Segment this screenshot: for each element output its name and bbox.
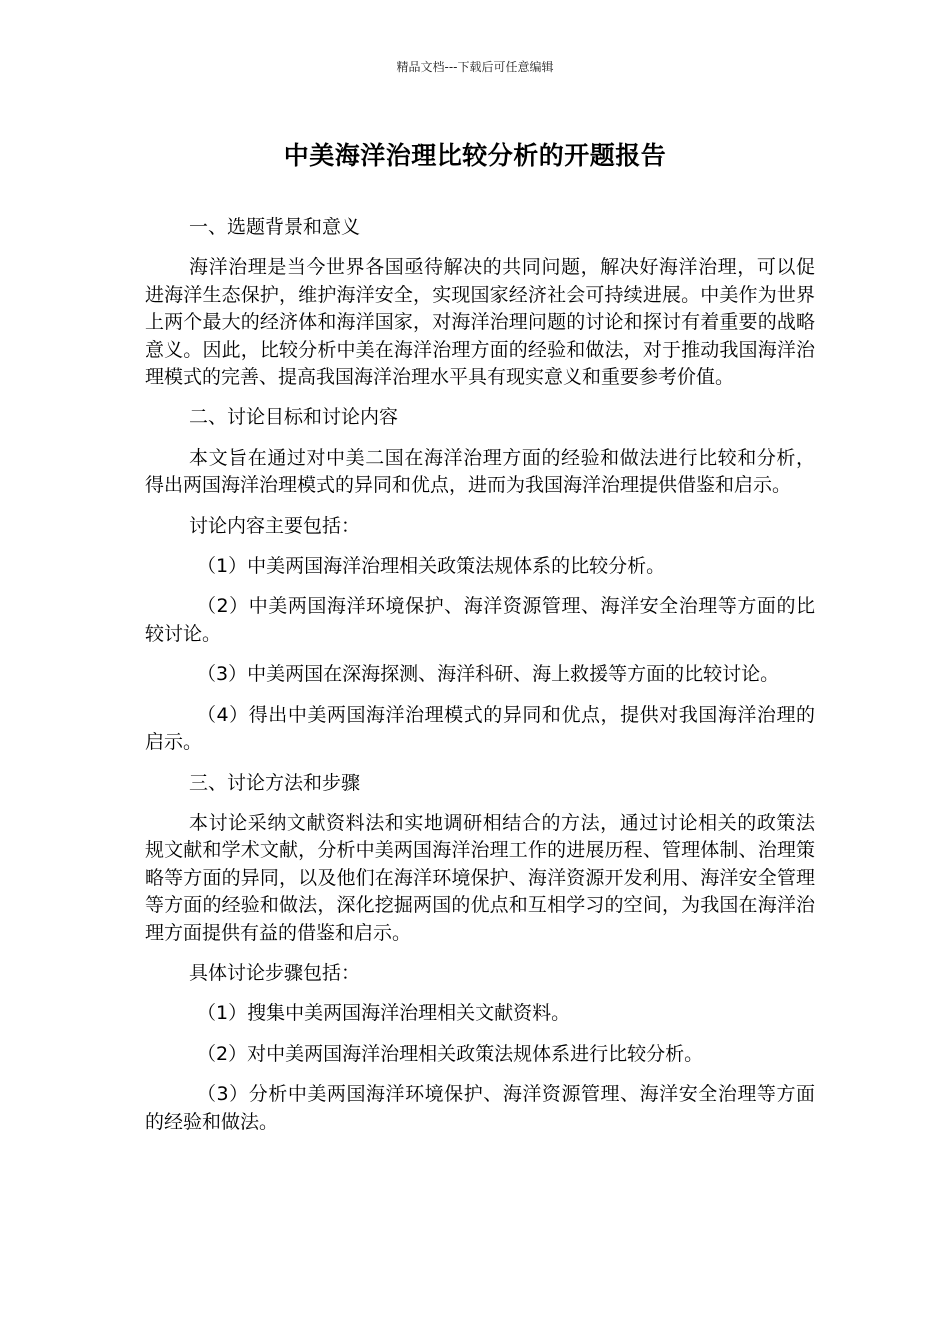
section-heading: 二、讨论目标和讨论内容 xyxy=(189,406,399,429)
list-item: （2）中美两国海洋环境保护、海洋资源管理、海洋安全治理等方面的比较讨论。 xyxy=(145,595,815,645)
document-body xyxy=(145,214,815,1149)
body-paragraph: 本文旨在通过对中美二国在海洋治理方面的经验和做法进行比较和分析，得出两国海洋治理模式的异同和优点，进而为我国海洋治理提供借鉴和启示。 xyxy=(145,446,815,497)
document-title: 中美海洋治理比较分析的开题报告 xyxy=(283,141,667,170)
list-item: （3）中美两国在深海探测、海洋科研、海上救援等方面的比较讨论。 xyxy=(197,663,780,686)
section-heading: 三、讨论方法和步骤 xyxy=(189,771,361,794)
body-paragraph: 海洋治理是当今世界各国亟待解决的共同问题，解决好海洋治理，可以促进海洋生态保护，维护海洋安全，实现国家经济社会可持续进展。中美作为世界上两个最大的经济体和海洋国家，对海洋治理问题的讨论和探讨有着重要的战略意义。因此，比较分析中美在海洋治理方面的经验和做法，对于推动我国海洋治理模式的完善、提高我国海洋治理水平具有现实意义和重要参考价值。 xyxy=(145,256,815,389)
body-paragraph: 本讨论采纳文献资料法和实地调研相结合的方法，通过讨论相关的政策法规文献和学术文献，分析中美两国海洋治理工作的进展历程、管理体制、治理策略等方面的异同，以及他们在海洋环境保护、海洋资源开发利用、海洋安全管理等方面的经验和做法，深化挖掘两国的优点和互相学习的空间，为我国在海洋治理方面提供有益的借鉴和启示。 xyxy=(145,811,815,944)
list-item: （4）得出中美两国海洋治理模式的异同和优点，提供对我国海洋治理的启示。 xyxy=(145,703,815,754)
body-paragraph: 具体讨论步骤包括： xyxy=(189,961,361,984)
list-item: （2）对中美两国海洋治理相关政策法规体系进行比较分析。 xyxy=(197,1042,704,1065)
page-header: 精品文档---下载后可任意编辑 xyxy=(396,60,554,74)
section-heading: 一、选题背景和意义 xyxy=(189,216,361,238)
list-item: （1）搜集中美两国海洋治理相关文献资料。 xyxy=(197,1002,571,1025)
list-item: （1）中美两国海洋治理相关政策法规体系的比较分析。 xyxy=(197,555,666,578)
list-item: （3）分析中美两国海洋环境保护、海洋资源管理、海洋安全治理等方面的经验和做法。 xyxy=(145,1083,815,1133)
body-paragraph: 讨论内容主要包括： xyxy=(189,514,361,537)
